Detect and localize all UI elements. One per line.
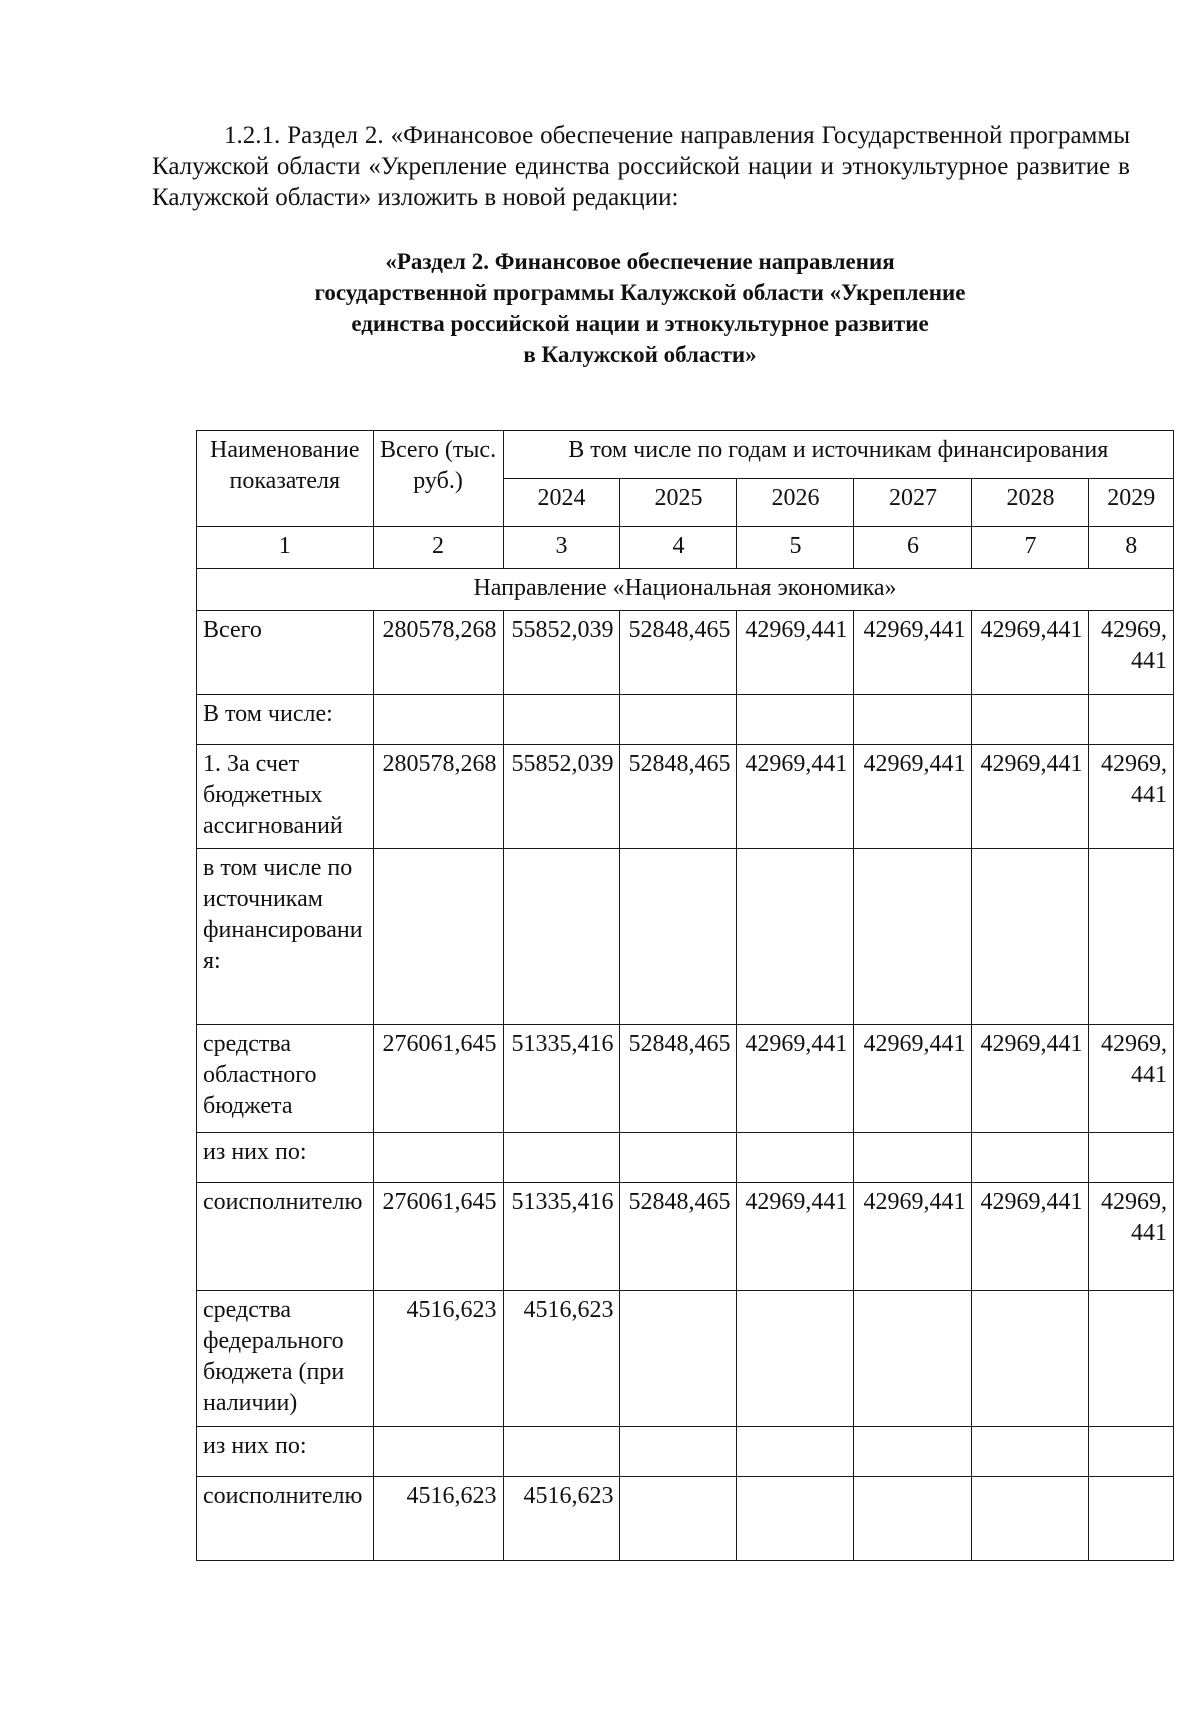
value-cell (620, 1477, 737, 1561)
table-row (197, 1477, 1174, 1561)
row-name-cell: из них по: (197, 1133, 374, 1183)
value-cell (972, 1427, 1089, 1477)
header-year-cell: 2024 (503, 479, 620, 527)
value-cell (1089, 1427, 1174, 1477)
index-cell: 5 (737, 527, 854, 569)
value-cell: 42969,441 (854, 745, 972, 849)
index-cell: 7 (972, 527, 1089, 569)
row-name-cell: средства федерального бюджета (при наличии) (197, 1291, 374, 1427)
value-cell: 42969,441 (972, 745, 1089, 849)
value-cell (620, 695, 737, 745)
table-body (197, 611, 1174, 1561)
value-cell (373, 1133, 503, 1183)
header-total-cell: Всего (тыс. руб.) (373, 431, 503, 527)
index-cell: 4 (620, 527, 737, 569)
value-cell: 4516,623 (503, 1477, 620, 1561)
header-year-cell: 2025 (620, 479, 737, 527)
header-year-cell: 2027 (854, 479, 972, 527)
value-cell (972, 695, 1089, 745)
value-cell (620, 1427, 737, 1477)
value-cell: 42969,441 (972, 1183, 1089, 1291)
value-cell: 52848,465 (620, 1183, 737, 1291)
value-cell (972, 849, 1089, 1025)
value-cell: 42969,441 (972, 1025, 1089, 1133)
value-cell: 276061,645 (373, 1183, 503, 1291)
value-cell (373, 849, 503, 1025)
value-cell (737, 695, 854, 745)
financing-table (196, 430, 1174, 1561)
table-row (197, 1427, 1174, 1477)
value-cell: 42969,441 (1089, 745, 1174, 849)
header-year-cell: 2026 (737, 479, 854, 527)
value-cell (854, 695, 972, 745)
value-cell (373, 695, 503, 745)
row-name-cell: из них по: (197, 1427, 374, 1477)
value-cell (854, 1291, 972, 1427)
value-cell (854, 1477, 972, 1561)
header-group-cell: В том числе по годам и источникам финансирования (503, 431, 1173, 479)
value-cell: 42969,441 (737, 745, 854, 849)
value-cell (620, 849, 737, 1025)
table-row (197, 695, 1174, 745)
value-cell: 42969,441 (1089, 1025, 1174, 1133)
header-name-cell: Наименование показателя (197, 431, 374, 527)
section-title-line: единства российской нации и этнокультурное развитие (351, 311, 929, 336)
value-cell (373, 1427, 503, 1477)
value-cell: 42969,441 (737, 1183, 854, 1291)
value-cell (737, 1133, 854, 1183)
value-cell: 276061,645 (373, 1025, 503, 1133)
row-name-cell: соисполнителю (197, 1183, 374, 1291)
value-cell (737, 849, 854, 1025)
index-cell: 6 (854, 527, 972, 569)
value-cell (1089, 1291, 1174, 1427)
table-row (197, 1291, 1174, 1427)
value-cell: 280578,268 (373, 745, 503, 849)
value-cell (1089, 849, 1174, 1025)
value-cell (972, 1477, 1089, 1561)
row-name-cell: 1. За счет бюджетных ассигнований (197, 745, 374, 849)
value-cell: 42969,441 (737, 611, 854, 695)
row-name-cell: в том числе по источникам финансирования: (197, 849, 374, 1025)
row-name-cell: Всего (197, 611, 374, 695)
section-title-line: государственной программы Калужской области «Укрепление (314, 280, 966, 305)
value-cell (737, 1291, 854, 1427)
value-cell (503, 849, 620, 1025)
value-cell: 52848,465 (620, 611, 737, 695)
value-cell (737, 1427, 854, 1477)
value-cell: 42969,441 (1089, 1183, 1174, 1291)
row-name-cell: В том числе: (197, 695, 374, 745)
section-title (150, 246, 1130, 370)
index-cell: 3 (503, 527, 620, 569)
value-cell (503, 695, 620, 745)
value-cell: 42969,441 (854, 611, 972, 695)
value-cell (972, 1133, 1089, 1183)
index-cell: 8 (1089, 527, 1174, 569)
index-cell: 1 (197, 527, 374, 569)
value-cell (854, 849, 972, 1025)
direction-row (197, 569, 1174, 611)
value-cell: 42969,441 (854, 1183, 972, 1291)
intro-paragraph: 1.2.1. Раздел 2. «Финансовое обеспечение направления Государственной программы Калужской области «Укрепление единства российской нации и этнокультурное развитие в Калужской области» изложить в новой редакции: (152, 122, 1130, 211)
value-cell: 51335,416 (503, 1025, 620, 1133)
value-cell: 55852,039 (503, 745, 620, 849)
value-cell (503, 1427, 620, 1477)
value-cell (972, 1291, 1089, 1427)
value-cell: 52848,465 (620, 745, 737, 849)
table-row (197, 849, 1174, 1025)
value-cell: 280578,268 (373, 611, 503, 695)
direction-cell: Направление «Национальная экономика» (197, 569, 1174, 611)
value-cell: 4516,623 (373, 1477, 503, 1561)
value-cell: 42969,441 (854, 1025, 972, 1133)
value-cell (620, 1291, 737, 1427)
value-cell: 42969,441 (972, 611, 1089, 695)
value-cell (737, 1477, 854, 1561)
value-cell: 4516,623 (373, 1291, 503, 1427)
value-cell: 52848,465 (620, 1025, 737, 1133)
value-cell (1089, 1133, 1174, 1183)
value-cell (854, 1427, 972, 1477)
section-title-line: «Раздел 2. Финансовое обеспечение направления (385, 249, 895, 274)
value-cell: 55852,039 (503, 611, 620, 695)
value-cell (854, 1133, 972, 1183)
value-cell (620, 1133, 737, 1183)
value-cell (1089, 1477, 1174, 1561)
value-cell: 51335,416 (503, 1183, 620, 1291)
table-row (197, 1133, 1174, 1183)
index-cell: 2 (373, 527, 503, 569)
value-cell (503, 1133, 620, 1183)
table-row (197, 745, 1174, 849)
value-cell: 42969,441 (737, 1025, 854, 1133)
row-name-cell: соисполнителю (197, 1477, 374, 1561)
table-row (197, 611, 1174, 695)
header-year-cell: 2029 (1089, 479, 1174, 527)
header-year-cell: 2028 (972, 479, 1089, 527)
section-title-line: в Калужской области» (523, 342, 757, 367)
table-row (197, 1183, 1174, 1291)
value-cell: 42969,441 (1089, 611, 1174, 695)
index-row (197, 527, 1174, 569)
row-name-cell: средства областного бюджета (197, 1025, 374, 1133)
table-row (197, 1025, 1174, 1133)
value-cell (1089, 695, 1174, 745)
header-row (197, 431, 1174, 479)
value-cell: 4516,623 (503, 1291, 620, 1427)
